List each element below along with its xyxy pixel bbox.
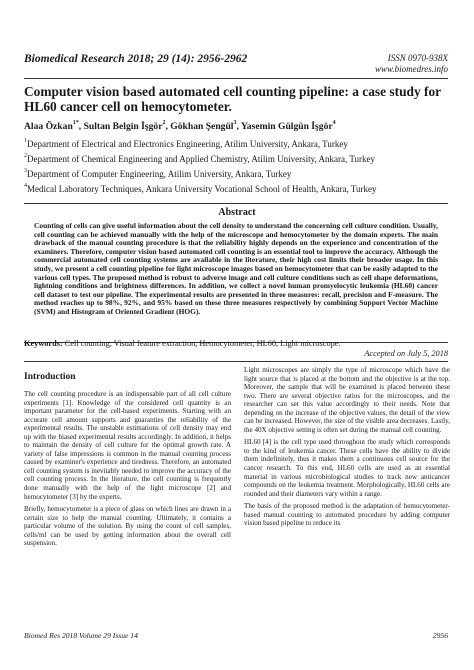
affiliation-text: Department of Chemical Engineering and Applied Chemistry, Atilim University, Ankara, Turkey <box>27 154 376 164</box>
keywords-text: Cell counting, Visual feature extraction, Hemocytometer, HL60, Light microscope. <box>62 339 341 348</box>
abstract-heading: Abstract <box>218 207 256 218</box>
affiliation-number: 3 <box>24 168 27 174</box>
journal-citation: Biomedical Research 2018; 29 (14): 2956-2962 <box>24 53 248 65</box>
author-list: Alaa Özkan$^{1*}$, Sultan Belgin İşgör$^2$, Gökhan Şengül$^3$, Yasemin Gülgün İşgör$^4$ <box>24 120 336 132</box>
author-name: Yasemin Gülgün İşgör <box>240 121 333 132</box>
affiliation <box>24 169 291 179</box>
affiliation-text: Department of Computer Engineering, Atilim University, Ankara, Turkey <box>27 169 292 179</box>
author-name: Alaa Özkan <box>24 121 73 132</box>
affiliation-number: 1 <box>24 138 27 144</box>
author-name: Sultan Belgin İşgör <box>83 121 163 132</box>
author-name: Gökhan Şengül <box>170 121 234 132</box>
author-affil-marker: 1* <box>72 120 79 126</box>
accepted-date: Accepted on July 5, 2018 <box>364 349 448 358</box>
section-heading-introduction: Introduction <box>24 372 76 382</box>
author-affil-marker: 3 <box>233 120 237 126</box>
journal-website: www.biomedres.info <box>374 64 448 74</box>
footer-page-number: 2956 <box>432 631 448 640</box>
paper-title: Computer vision based automated cell counting pipeline: a case study for HL60 cancer cell on hemocytometer. <box>24 84 441 114</box>
body-paragraph: Briefly, hemocytometer is a piece of glass on which lines are drawn in a certain size to help the manual counting. Ultimately, it contains a particular volume of the solution. By using the count of cell samples, cells/ml can be used by getting information about the overall cell suspension. <box>24 505 231 548</box>
body-paragraph: HL60 [4] is the cell type used throughout the study which corresponds to the kind of leukemia cancer. These cells have the ability to divide them indefinitely, thus it makes them a continuous cell source for the cancer research. To this end, HL60 cells are used as an essential material in various microbiological studies to track new anticancer compounds on the leukemia treatment. Morphologically, HL60 cells are rounded and their diameters vary within a range. <box>244 438 450 498</box>
abstract-text: Counting of cells can give useful information about the cell density to understand the concerning cell culture condition. Usually, cell counting can be achieved manually with the help of the microscope and hemocytometer by the domain experts. The main drawback of the manual counting procedure is that the reliability highly depends on the experience and concentration of the examiners. Therefore, computer vision based automated cell counting is an essential tool to improve the accuracy. Although the commercial automated cell counting systems are available in the literature, their high cost limits their broader usage. In this study, we present a cell counting pipeline for light microscope images based on hemocytometer that can be easily adapted to the various cell types. The proposed method is robust to adverse image and cell culture conditions such as cell shape deformations, lightning conditions and brightness differences. In addition, we collect a novel human promyelocytic leukemia (HL60) cancer cell dataset to test our pipeline. The experimental results are presented in three measures: recall, precision and F-measure. The method reaches up to 98%, 92%, and 95% based on these three measures respectively by combining Support Vector Machine (SVM) and Histogram of Oriented Gradient (HOG). <box>34 221 438 316</box>
right-column <box>244 366 450 532</box>
body-paragraph: The basis of the proposed method is the adaptation of hemocytometer-based manual counting to automated procedure by adding computer vision based pipeline to reduce its <box>244 502 450 528</box>
affiliation-number: 4 <box>24 183 27 189</box>
affiliation <box>24 184 377 194</box>
left-column <box>24 372 231 552</box>
footer-journal: Biomed Res 2018 Volume 29 Issue 14 <box>24 631 138 640</box>
header-rule <box>24 78 448 79</box>
body-paragraph: The cell counting procedure is an indispensable part of all cell culture experiments [1]. Knowledge of the considered cell quantity is an important parameter for the cell-based experiments. Starting with an accurate cell amount supports and guaranties the reliability of the experimental results. The unstable estimations of cell density may end up with the biased experimental results accordingly. In addition, it helps to maintain the density of cell culture for the optimal growth rate. A variety of false impressions is common in the manual counting process caused by examiner's experience and tiredness. Therefore, an automated cell counting system is inevitably needed to improve the accuracy of the cell counting process. In the literature, the cell counting is frequently done manually with the help of the light microscope [2] and hemocytometer [3] by the experts. <box>24 390 231 501</box>
affiliation <box>24 154 375 164</box>
affiliation <box>24 139 348 149</box>
affiliation-text: Department of Electrical and Electronics Engineering, Atilim University, Ankara, Turkey <box>27 139 348 149</box>
journal-issn-block <box>375 53 448 75</box>
keywords <box>24 339 341 348</box>
keywords-label: Keywords: <box>24 339 63 348</box>
keywords-rule <box>24 361 448 362</box>
affiliation-text: Medical Laboratory Techniques, Ankara University Vocational School of Health, Ankara, Turkey <box>27 184 377 194</box>
author-affil-marker: 2 <box>162 120 166 126</box>
issn: ISSN 0970-938X <box>387 53 448 63</box>
body-paragraph: Light microscopes are simply the type of microscope which have the light source that is placed at the bottom and the objective is at the top. Moreover, the sample that will be examined is placed between these two. There are several objective ratios for the microscopes, and the researcher can set this value accordingly to their needs. Note that depending on the increase of the objective values, the detail of the view can be increased. However, the size of the visible area decreases. Lastly, the 40X objective setting is often set during the manual cell counting. <box>244 366 450 434</box>
affiliation-number: 2 <box>24 153 27 159</box>
author-affil-marker: 4 <box>332 120 336 126</box>
